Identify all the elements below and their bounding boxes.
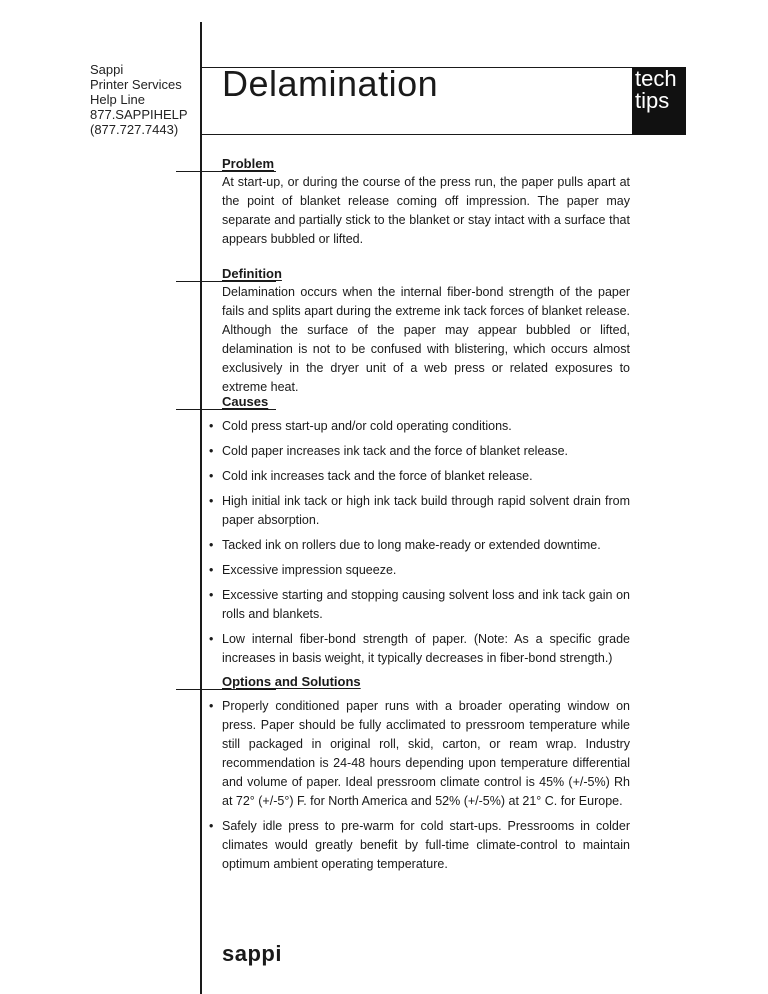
definition-section xyxy=(222,265,630,397)
sidebar-contact xyxy=(90,62,202,137)
list-item: • Tacked ink on rollers due to long make-ready or extended downtime. xyxy=(209,536,630,555)
solutions-list xyxy=(209,697,630,874)
phone-text: 877.SAPPIHELP xyxy=(90,107,188,122)
list-item: • Safely idle press to pre-warm for cold start-ups. Pressrooms in colder climates would greatly benefit by full-time climate-control to maintain optimum ambient operating temperature. xyxy=(209,817,630,874)
badge-line-1: tech xyxy=(635,66,677,91)
definition-text: Delamination occurs when the internal fiber-bond strength of the paper fails and splits apart during the extreme ink tack forces of blanket release. Although the surface of the paper may appear bubbled or lifted, delamination is not to be confused with blistering, which occurs almost exclusively in the dryer unit of a web press or related exposures to extreme heat. xyxy=(222,285,630,394)
company-name: Sappi xyxy=(90,62,124,77)
list-item: • High initial ink tack or high ink tack build through rapid solvent drain from paper absorption. xyxy=(209,492,630,530)
list-item: • Cold paper increases ink tack and the force of blanket release. xyxy=(209,442,630,461)
helpline-label: Help Line xyxy=(90,92,145,107)
list-item: • Properly conditioned paper runs with a broader operating window on press. Paper should be fully acclimated to pressroom temperature while still packaged in original roll, skid, carton, or ream wrap. Industry recommendation is 24-48 hours depending upon temperature differential and volume of paper. Ideal pressroom climate control is 45% (+/-5%) Rh at 72° (+/-5°) F. for North America and 52% (+/-5%) at 21° C. for Europe. xyxy=(209,697,630,811)
department-name: Printer Services xyxy=(90,77,182,92)
problem-section xyxy=(222,155,630,249)
tech-tips-badge xyxy=(632,67,686,135)
definition-heading: Definition xyxy=(222,266,282,281)
page-title: Delamination xyxy=(222,63,439,104)
badge-line-2: tips xyxy=(635,88,670,113)
list-item: • Excessive starting and stopping causing solvent loss and ink tack gain on rolls and blankets. xyxy=(209,586,630,624)
vertical-rule xyxy=(200,22,202,994)
phone-number: (877.727.7443) xyxy=(90,122,179,137)
title-bottom-rule xyxy=(200,134,632,135)
solutions-heading: Options and Solutions xyxy=(222,674,361,689)
list-item: • Excessive impression squeeze. xyxy=(209,561,630,580)
causes-list xyxy=(209,417,630,668)
list-item: • Cold ink increases tack and the force of blanket release. xyxy=(209,467,630,486)
causes-heading: Causes xyxy=(222,394,269,409)
causes-section xyxy=(222,393,630,674)
sappi-logo: sappi xyxy=(222,941,282,966)
solutions-section xyxy=(222,673,630,880)
list-item: • Low internal fiber-bond strength of paper. (Note: As a specific grade increases in basis weight, it typically decreases in fiber-bond strength.) xyxy=(209,630,630,668)
problem-text: At start-up, or during the course of the press run, the paper pulls apart at the point of blanket release coming off impression. The paper may separate and partially stick to the blanket or stay intact with a surface that appears bubbled or lifted. xyxy=(222,175,630,246)
list-item: • Cold press start-up and/or cold operating conditions. xyxy=(209,417,630,436)
problem-heading: Problem xyxy=(222,156,275,171)
